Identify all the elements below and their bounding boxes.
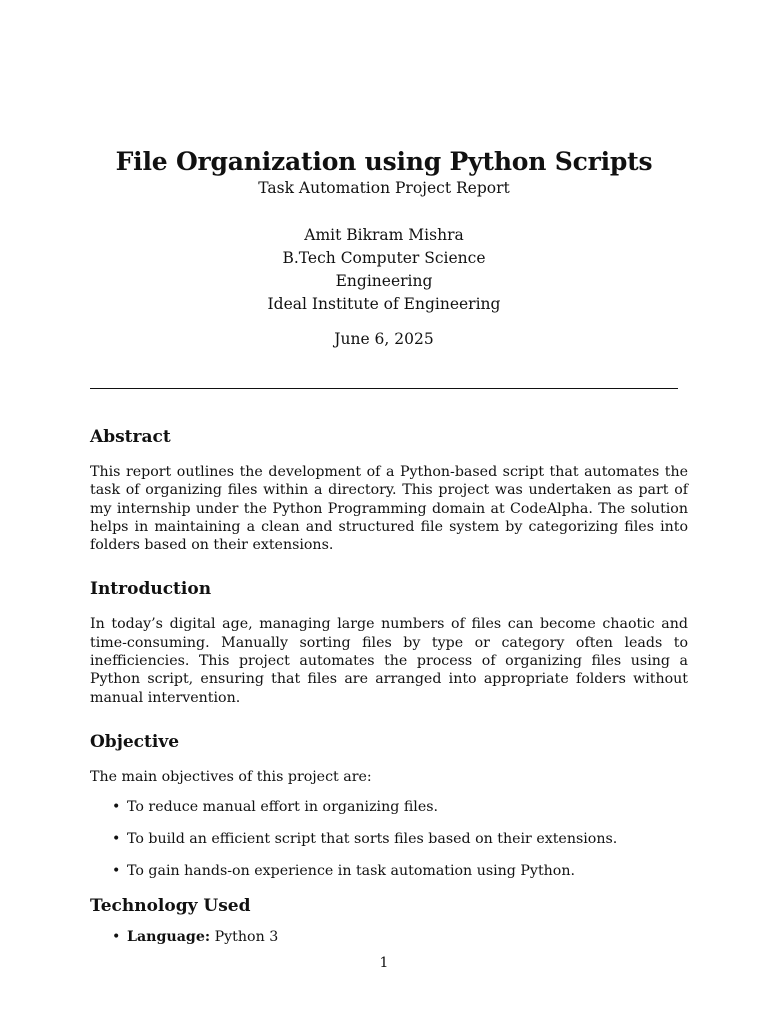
objective-item-text: To reduce manual effort in organizing files. <box>127 799 439 816</box>
objective-item-text: To build an efficient script that sorts files based on their extensions. <box>127 831 618 848</box>
author-program-line2: Engineering <box>335 272 433 290</box>
list-item <box>90 928 688 946</box>
objective-section <box>90 730 688 880</box>
bullet-icon: • <box>112 831 121 848</box>
section-heading-objective: Objective <box>90 731 180 752</box>
abstract-text: This report outlines the development of a Python-based script that automates the task of organizing files within a directory. This project was undertaken as part of my internship under the Python Programming domain at CodeAlpha. The solution helps in maintaining a clean and structured file system by categorizing files into folders based on their extensions. <box>90 464 688 554</box>
author-name: Amit Bikram Mishra <box>304 226 464 244</box>
bullet-icon: • <box>112 929 121 946</box>
list-item <box>90 862 688 880</box>
title-block <box>0 146 768 349</box>
document-subtitle: Task Automation Project Report <box>258 179 510 197</box>
objective-item-text: To gain hands-on experience in task automation using Python. <box>127 863 575 880</box>
author-institute: Ideal Institute of Engineering <box>267 295 501 313</box>
technology-label: Language: <box>127 929 211 946</box>
list-item <box>90 830 688 848</box>
introduction-text: In today’s digital age, managing large numbers of files can become chaotic and time-consuming. Manually sorting files by type or category often leads to inefficiencies. This project automates the process of organizing files using a Python script, ensuring that files are arranged into appropriate folders without manual intervention. <box>90 616 688 706</box>
author-block <box>0 224 768 316</box>
page-number: 1 <box>379 955 389 971</box>
bullet-icon: • <box>112 863 121 880</box>
section-heading-introduction: Introduction <box>90 579 212 600</box>
bullet-icon: • <box>112 799 121 816</box>
document-title: File Organization using Python Scripts <box>115 147 653 176</box>
objective-list <box>90 798 688 880</box>
technology-list <box>90 928 688 946</box>
list-item <box>90 798 688 816</box>
document-date: June 6, 2025 <box>334 330 434 348</box>
section-heading-abstract: Abstract <box>90 427 171 447</box>
author-program-line1: B.Tech Computer Science <box>282 249 486 267</box>
technology-section <box>90 894 688 946</box>
abstract-section <box>90 425 688 554</box>
section-heading-technology: Technology Used <box>90 896 251 917</box>
introduction-section <box>90 577 688 706</box>
horizontal-rule <box>90 388 678 389</box>
objective-intro: The main objectives of this project are: <box>90 768 372 785</box>
technology-value: Python 3 <box>214 929 279 946</box>
document-body <box>90 425 688 969</box>
